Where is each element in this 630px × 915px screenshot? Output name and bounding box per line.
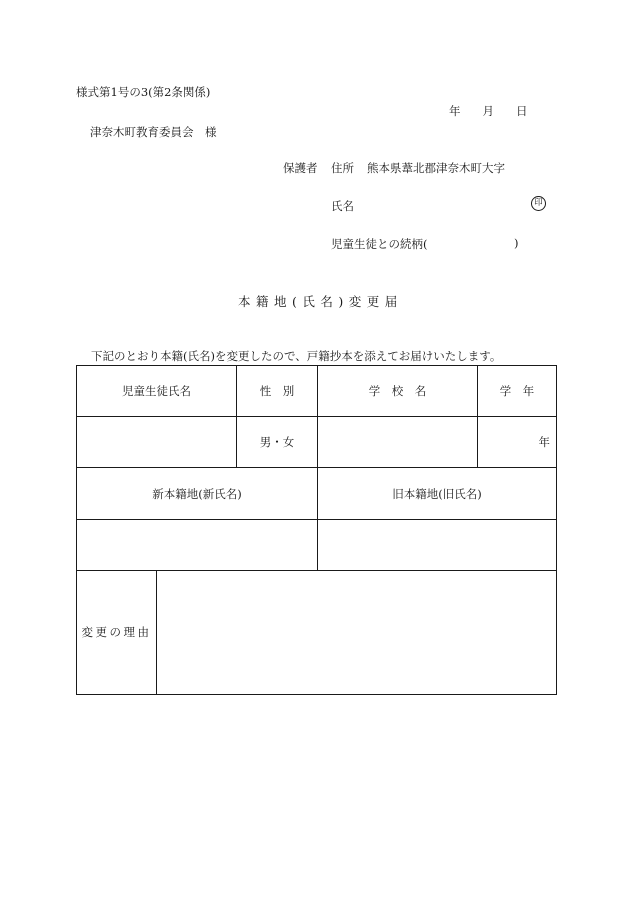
seal-mark: 印 [531, 196, 546, 211]
date-day: 日 [516, 104, 528, 118]
date-line [449, 103, 528, 119]
relation-label: 児童生徒との続柄( [331, 237, 428, 251]
date-month: 月 [482, 104, 494, 118]
header-old-domicile: 旧本籍地(旧氏名) [392, 486, 482, 501]
name-label: 氏名 [331, 199, 354, 213]
form-number: 様式第1号の3(第2条関係) [76, 85, 211, 99]
new-domicile-field[interactable] [77, 520, 317, 570]
form-table [76, 365, 557, 695]
relation-close-paren: ) [514, 236, 519, 250]
reason-field[interactable] [157, 571, 556, 693]
header-school-name: 学 校 名 [368, 384, 427, 398]
grade-field[interactable] [478, 417, 556, 467]
date-year: 年 [449, 104, 461, 118]
school-name-field[interactable] [318, 417, 477, 467]
header-student-name: 児童生徒氏名 [122, 384, 191, 398]
gender-choice[interactable]: 男・女 [259, 435, 295, 449]
grade-unit: 年 [538, 435, 550, 449]
intro-text: 下記のとおり本籍(氏名)を変更したので、戸籍抄本を添えてお届けいたします。 [91, 349, 502, 363]
header-new-domicile: 新本籍地(新氏名) [152, 486, 242, 501]
reason-label: 変更の理由 [81, 625, 152, 639]
student-name-field[interactable] [77, 417, 236, 467]
guardian-label: 保護者 [283, 161, 318, 175]
header-grade: 学 年 [499, 384, 535, 398]
document-title: 本籍地(氏名)変更届 [238, 294, 403, 309]
address-value: 熊本県葦北郡津奈木町大字 [367, 161, 505, 175]
header-gender: 性 別 [259, 384, 295, 398]
old-domicile-field[interactable] [318, 520, 556, 570]
addressee: 津奈木町教育委員会 様 [90, 125, 217, 139]
address-label: 住所 [331, 161, 354, 175]
